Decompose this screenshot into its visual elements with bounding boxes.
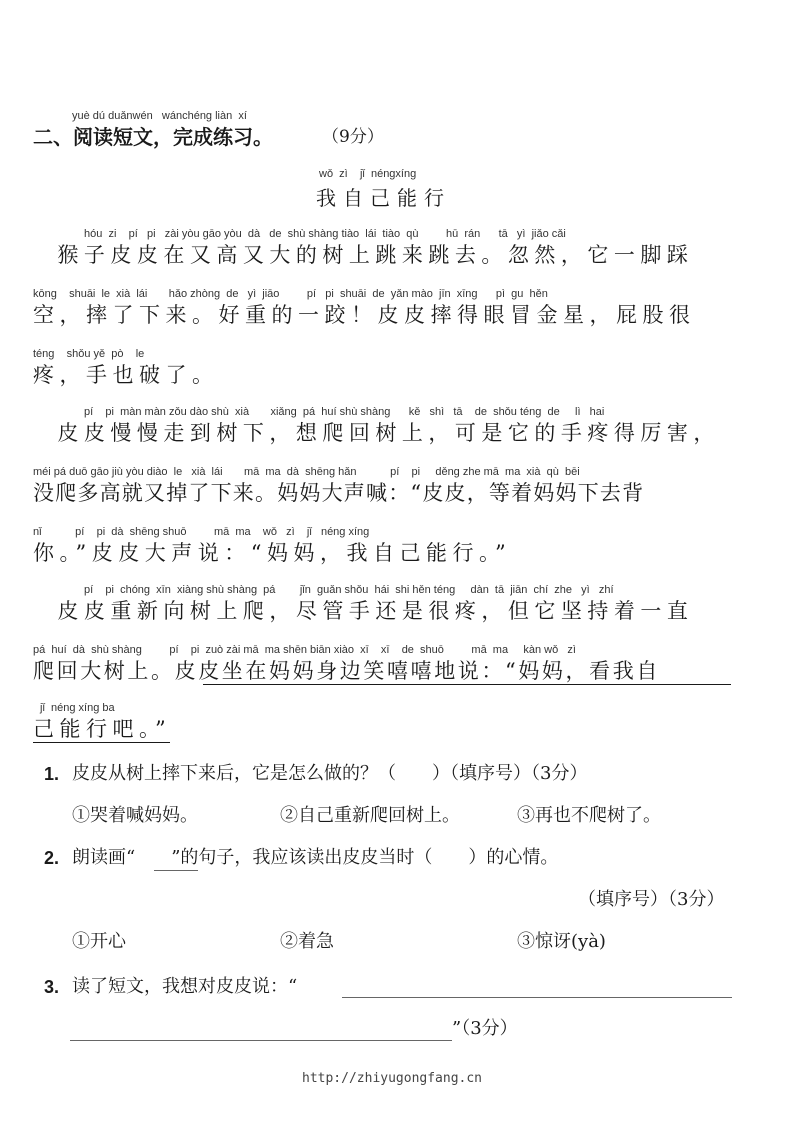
line-text: 你。”皮皮大声说：“妈妈，我自己能行。” <box>33 541 512 565</box>
line-pinyin: jǐ néng xíng ba <box>40 702 115 714</box>
answer-line[interactable] <box>70 1040 452 1041</box>
line-pinyin: téng shǒu yě pò le <box>33 348 145 360</box>
line-pinyin: kōng shuāi le xià lái hǎo zhòng de yì jiāo pí pi shuāi de yǎn mào jīn xīng pì gu hěn <box>33 288 548 300</box>
line-text: 爬回大树上。皮皮坐在妈妈身边笑嘻嘻地说：“妈妈，看我自 <box>33 659 660 683</box>
line-text: 空，摔了下来。好重的一跤！皮皮摔得眼冒金星，屁股很 <box>33 303 696 327</box>
answer-option[interactable]: ①开心 <box>72 931 126 952</box>
question-end: ”（3分） <box>452 1018 518 1039</box>
marked-sentence-underline <box>33 742 170 743</box>
answer-option[interactable]: ③惊讶(yà) <box>517 931 606 952</box>
wavy-line-marker <box>154 870 198 871</box>
question-number: 3. <box>44 977 60 997</box>
marked-sentence-underline <box>203 684 731 685</box>
line-text: 皮皮重新向树上爬，尽管手还是很疼，但它坚持着一直 <box>33 599 694 623</box>
section-score: （9分） <box>322 127 384 147</box>
line-text: 皮皮慢慢走到树下，想爬回树上，可是它的手疼得厉害， <box>33 421 720 445</box>
section-title-pinyin: yuè dú duǎnwén wánchéng liàn xí <box>72 110 247 122</box>
question-text: 朗读画“ ”的句子，我应该读出皮皮当时（ ）的心情。 <box>72 847 559 868</box>
answer-option[interactable]: ②自己重新爬回树上。 <box>280 805 460 826</box>
question-number: 1. <box>44 764 60 784</box>
answer-line[interactable] <box>342 997 732 998</box>
footer-url: http://zhiyugongfang.cn <box>302 1071 483 1086</box>
line-pinyin: méi pá duō gāo jiù yòu diào le xià lái mā ma dà shēng hǎn pí pi děng zhe mā ma xià qù bēi <box>33 466 580 478</box>
section-title: 二、阅读短文，完成练习。 <box>33 125 273 149</box>
line-text: 没爬多高就又掉了下来。妈妈大声喊：“皮皮，等着妈妈下去背 <box>33 481 645 505</box>
question-number: 2. <box>44 848 60 868</box>
line-pinyin: hóu zi pí pi zài yòu gāo yòu dà de shù shàng tiào lái tiào qù hū rán tā yì jiǎo cǎi <box>84 228 566 240</box>
story-title: 我自己能行 <box>316 186 451 210</box>
story-title-pinyin: wǒ zì jǐ néngxíng <box>319 168 417 180</box>
line-text: 疼，手也破了。 <box>33 363 219 387</box>
line-pinyin: nǐ pí pi dà shēng shuō mā ma wǒ zì jǐ néng xíng <box>33 526 370 538</box>
question-text: 读了短文，我想对皮皮说：“ <box>72 976 298 997</box>
question-extra: （填序号）（3分） <box>578 889 725 910</box>
question-text: 皮皮从树上摔下来后，它是怎么做的？（ ）（填序号）（3分） <box>72 763 588 784</box>
line-pinyin: pí pi màn màn zǒu dào shù xià xiǎng pá huí shù shàng kě shì tā de shǒu téng de lì hai <box>84 406 605 418</box>
answer-option[interactable]: ①哭着喊妈妈。 <box>72 805 198 826</box>
line-text: 猴子皮皮在又高又大的树上跳来跳去。忽然，它一脚踩 <box>33 243 694 267</box>
line-pinyin: pí pi chóng xīn xiàng shù shàng pá jǐn guǎn shǒu hái shi hěn téng dàn tā jiān chí zhe yì zhí <box>84 584 614 596</box>
line-pinyin: pá huí dà shù shàng pí pi zuò zài mā ma shēn biān xiào xī xī de shuō mā ma kàn wǒ zì <box>33 644 576 656</box>
answer-option[interactable]: ②着急 <box>280 931 334 952</box>
line-text: 己能行吧。” <box>33 717 172 741</box>
answer-option[interactable]: ③再也不爬树了。 <box>517 805 661 826</box>
